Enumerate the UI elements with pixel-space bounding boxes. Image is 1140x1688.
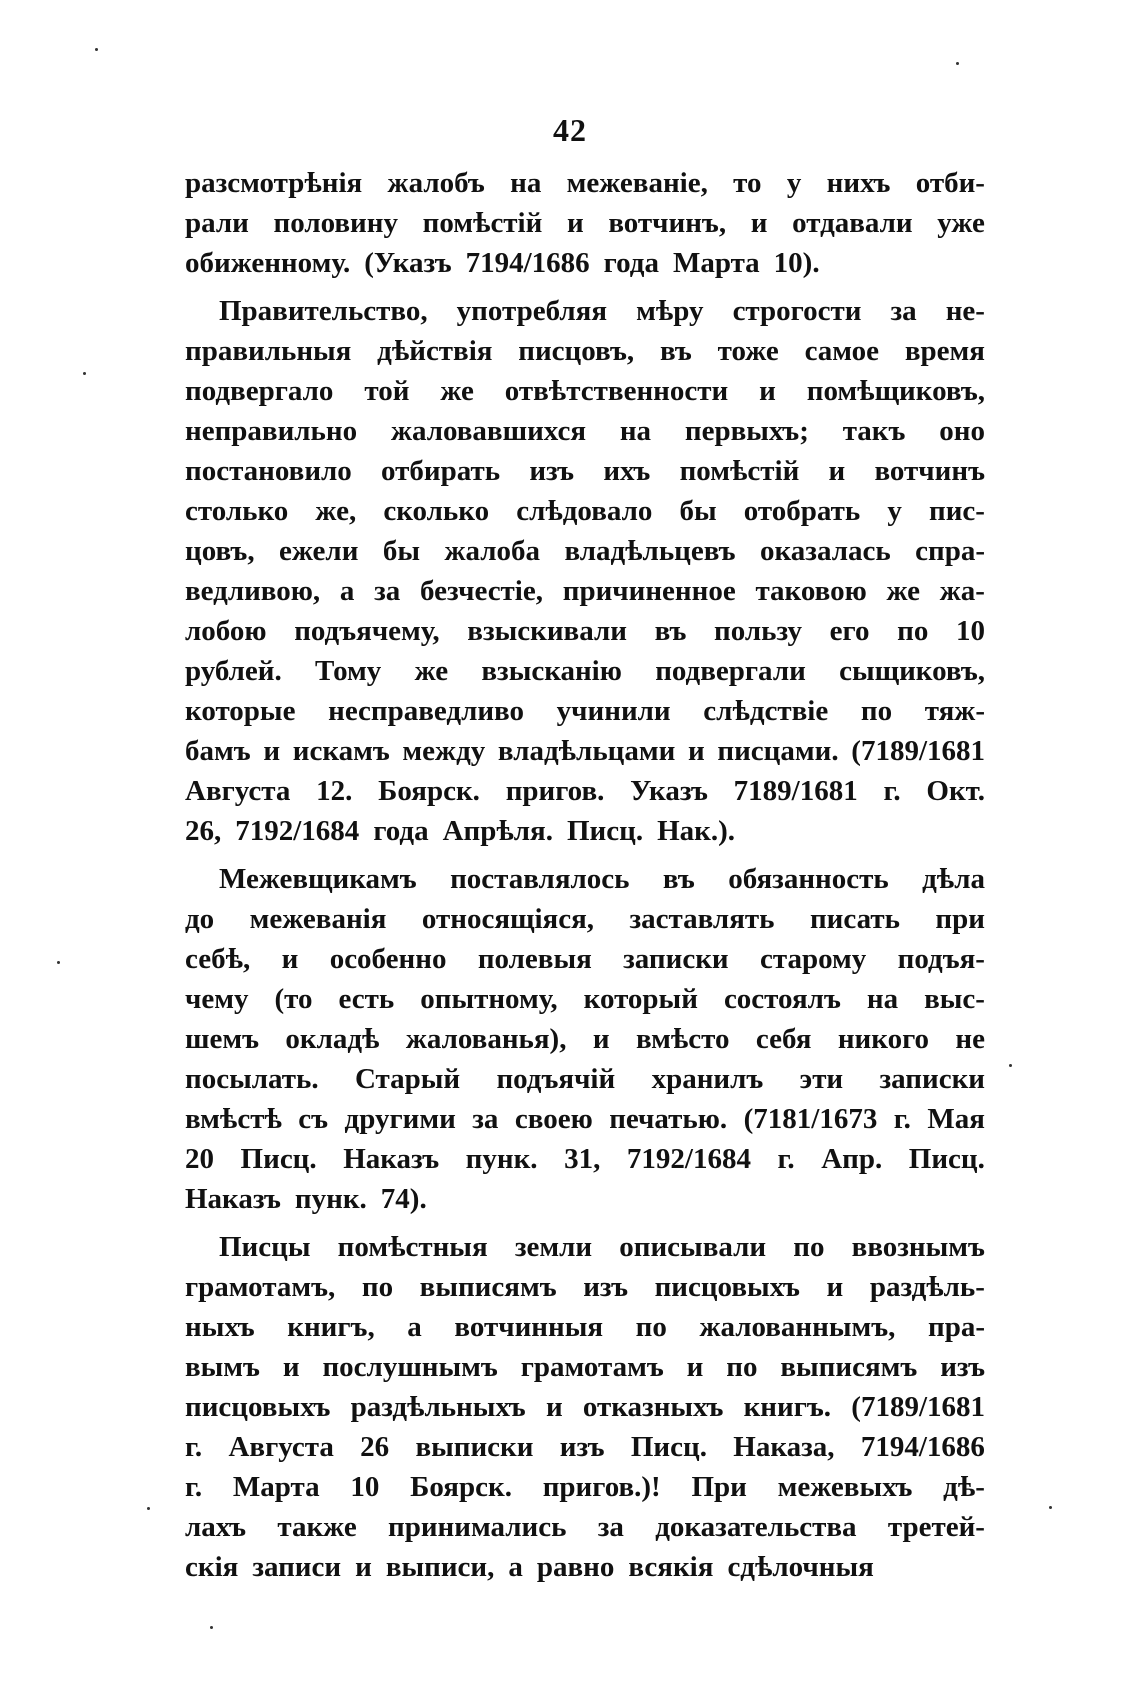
word: отказныхъ (582, 1391, 724, 1423)
text-line (185, 331, 985, 371)
word: жалобъ (387, 167, 485, 199)
word: мѣру (636, 295, 704, 327)
word: на (866, 983, 899, 1015)
word: нихъ (826, 167, 891, 199)
word: которые (185, 695, 296, 727)
word: и (566, 207, 584, 239)
text-line (185, 1347, 985, 1387)
word: 7192/1684 (626, 1143, 751, 1175)
word: оно (939, 415, 985, 447)
text-line (185, 1139, 985, 1179)
word: Межевщикамъ (219, 863, 417, 895)
word: выс- (924, 983, 985, 1015)
word: изъ (583, 1271, 628, 1303)
word: 10). (773, 247, 820, 279)
paragraph-gap (185, 1219, 985, 1227)
word: 26 (360, 1431, 390, 1463)
word: печатью. (609, 1103, 728, 1135)
word: вотчинъ, (608, 207, 727, 239)
word: пользу (714, 615, 803, 647)
word: Мая (927, 1103, 985, 1135)
word: сдѣлочныя (727, 1551, 874, 1583)
word: и (688, 735, 705, 767)
page-body-text (185, 163, 985, 1587)
word: 74). (380, 1183, 427, 1215)
word: помѣстій (422, 207, 543, 239)
word: отби- (915, 167, 985, 199)
word: Окт. (926, 775, 985, 807)
word: оказалась (760, 535, 891, 567)
text-line (185, 571, 985, 611)
word: бы (382, 535, 420, 567)
paragraph (185, 859, 985, 1219)
word: употребляя (456, 295, 608, 327)
word: съ (298, 1103, 329, 1135)
word: 12. (316, 775, 353, 807)
word: заставлять (629, 903, 775, 935)
word: владѣльцевъ (564, 535, 736, 567)
word: выписи, (385, 1551, 495, 1583)
text-line (185, 1307, 985, 1347)
word: состоялъ (723, 983, 841, 1015)
word: Наказа, (733, 1431, 835, 1463)
text-line (185, 371, 985, 411)
word: обиженному. (185, 247, 351, 279)
paper-speck (147, 1507, 150, 1510)
word: не (955, 1023, 985, 1055)
word: вымъ (185, 1351, 260, 1383)
word: такъ (842, 415, 906, 447)
paper-speck (956, 62, 959, 65)
word: его (829, 615, 870, 647)
text-line (185, 451, 985, 491)
word: до (185, 903, 215, 935)
word: слѣдовало (516, 495, 653, 527)
text-line (185, 859, 985, 899)
word: половину (273, 207, 398, 239)
word: Тому (315, 655, 382, 687)
word: взыскивали (467, 615, 627, 647)
word: то (733, 167, 762, 199)
word: же (886, 575, 921, 607)
paragraph (185, 163, 985, 283)
word: эти (799, 1063, 844, 1095)
paragraph-gap (185, 283, 985, 291)
word: 7189/1681 (733, 775, 858, 807)
word: а (508, 1551, 523, 1583)
word: описывали (619, 1231, 767, 1263)
word: таковою (755, 575, 867, 607)
word: подъячій (496, 1063, 616, 1095)
word: при (935, 903, 985, 935)
word: себѣ, (185, 943, 251, 975)
word: записки (879, 1063, 985, 1095)
paragraph (185, 1227, 985, 1587)
word: не- (945, 295, 985, 327)
word: Писцы (219, 1231, 311, 1263)
word: своею (514, 1103, 593, 1135)
word: себя (755, 1023, 812, 1055)
text-line (185, 979, 985, 1019)
word: на (619, 415, 652, 447)
word: 10 (955, 615, 985, 647)
word: (Указъ (364, 247, 452, 279)
text-line (185, 1059, 985, 1099)
word: выписямъ (419, 1271, 557, 1303)
word: поставлялось (450, 863, 630, 895)
word: относящіяся, (421, 903, 595, 935)
word: вмѣсто (635, 1023, 730, 1055)
word: разсмотрѣнія (185, 167, 363, 199)
word: по (635, 1311, 667, 1343)
word: у (887, 495, 902, 527)
word: и (750, 207, 768, 239)
word: правильныя (185, 335, 352, 367)
word: же, (315, 495, 357, 527)
word: за (472, 1103, 499, 1135)
word: Правительство, (219, 295, 428, 327)
word: несправедливо (328, 695, 525, 727)
word: изъ (559, 1431, 605, 1463)
text-line (185, 243, 985, 283)
word: ихъ (603, 455, 651, 487)
word: подвергало (185, 375, 334, 407)
word: и (826, 1271, 844, 1303)
word: окладѣ (285, 1023, 380, 1055)
text-line (185, 1427, 985, 1467)
word: искамъ (292, 735, 390, 767)
word: г. (185, 1471, 203, 1503)
word: всякія (628, 1551, 714, 1583)
word: слѣдствіе (703, 695, 829, 727)
word: тоже (717, 335, 779, 367)
word: книгъ. (743, 1391, 832, 1423)
word: у (786, 167, 802, 199)
word: въ (654, 615, 687, 647)
word: пунк. (294, 1183, 367, 1215)
text-line (185, 1099, 985, 1139)
word: Писц. (240, 1143, 317, 1175)
word: отвѣтственности (504, 375, 729, 407)
word: Писц. (567, 815, 644, 847)
word: тяж- (924, 695, 985, 727)
word: межеванія (249, 903, 387, 935)
word: бамъ (185, 735, 251, 767)
word: на (510, 167, 542, 199)
word: по (860, 695, 893, 727)
text-line (185, 1547, 985, 1587)
word: послушнымъ (322, 1351, 498, 1383)
word: владѣльцами (497, 735, 676, 767)
word: по (726, 1351, 758, 1383)
word: 7194/1686 (860, 1431, 985, 1463)
word: г. (777, 1143, 795, 1175)
word: Боярск. (378, 775, 480, 807)
word: писцовыхъ (185, 1391, 331, 1423)
text-line (185, 1507, 985, 1547)
text-line (185, 1267, 985, 1307)
word: неправильно (185, 415, 358, 447)
word: рали (185, 207, 249, 239)
text-line (185, 1227, 985, 1267)
word: уже (937, 207, 985, 239)
word: отдавали (792, 207, 913, 239)
word: года (603, 247, 659, 279)
word: ныхъ (185, 1311, 255, 1343)
word: самое (804, 335, 880, 367)
word: подвергали (655, 655, 806, 687)
word: сколько (383, 495, 490, 527)
word: записки (623, 943, 729, 975)
word: ввознымъ (851, 1231, 985, 1263)
word: по (897, 615, 929, 647)
word: же (414, 655, 449, 687)
text-line (185, 291, 985, 331)
word: учинили (556, 695, 671, 727)
word: полевыя (477, 943, 592, 975)
word: обязанность (728, 863, 889, 895)
word: жалоба (444, 535, 540, 567)
word: другими (344, 1103, 456, 1135)
word: а (407, 1311, 422, 1343)
word: дѣ- (943, 1471, 985, 1503)
text-line (185, 771, 985, 811)
paragraph-gap (185, 851, 985, 859)
word: цовъ, (185, 535, 255, 567)
word: и (545, 1391, 563, 1423)
word: посылать. (185, 1063, 319, 1095)
word: отбирать (381, 455, 501, 487)
text-line (185, 811, 985, 851)
word: и (592, 1023, 610, 1055)
word: писцовъ, (518, 335, 635, 367)
word: раздѣльныхъ (350, 1391, 526, 1423)
word: и (263, 735, 281, 767)
paper-speck (1049, 1506, 1052, 1509)
word: Указъ (630, 775, 708, 807)
word: писцами. (717, 735, 839, 767)
word: помѣстныя (337, 1231, 488, 1263)
word: третей- (887, 1511, 985, 1543)
word: Наказъ (343, 1143, 440, 1175)
word: (7181/1673 (743, 1103, 878, 1135)
word: за (597, 1511, 624, 1543)
word: подъячему, (294, 615, 440, 647)
word: книгъ, (287, 1311, 375, 1343)
word: (7189/1681 (851, 1391, 985, 1423)
word: по (793, 1231, 825, 1263)
word: взысканію (481, 655, 622, 687)
word: помѣстій (679, 455, 800, 487)
word: той (364, 375, 410, 407)
word: въ (662, 863, 695, 895)
word: помѣщиковъ, (806, 375, 985, 407)
word: 10 (350, 1471, 380, 1503)
word: жа- (939, 575, 985, 607)
word: равно (536, 1551, 615, 1583)
word: безчестіе, (420, 575, 543, 607)
word: за (890, 295, 917, 327)
word: и (281, 943, 299, 975)
word: писцовыхъ (654, 1271, 800, 1303)
word: г. (883, 775, 901, 807)
word: лахъ (185, 1511, 247, 1543)
word: пунк. (465, 1143, 538, 1175)
word: опытному, (420, 983, 558, 1015)
text-line (185, 939, 985, 979)
word: же (440, 375, 474, 407)
word: грамотамъ (520, 1351, 664, 1383)
word: особенно (329, 943, 447, 975)
word: изъ (940, 1351, 985, 1383)
word: вотчинныя (454, 1311, 604, 1343)
word: писать (809, 903, 900, 935)
word: шемъ (185, 1023, 260, 1055)
word: спра- (915, 535, 985, 567)
word: и (355, 1551, 372, 1583)
word: отобрать (743, 495, 861, 527)
word: сыщиковъ, (839, 655, 985, 687)
text-line (185, 731, 985, 771)
word: и (828, 455, 846, 487)
word: а (339, 575, 355, 607)
word: записи (252, 1551, 342, 1583)
word: и (759, 375, 776, 407)
word: есть (338, 983, 395, 1015)
text-line (185, 203, 985, 243)
word: Писц. (630, 1431, 707, 1463)
word: Наказъ (185, 1183, 281, 1215)
word: Августа (228, 1431, 334, 1463)
word: выписки (415, 1431, 534, 1463)
word: межеваніе, (566, 167, 708, 199)
text-line (185, 651, 985, 691)
text-line (185, 163, 985, 203)
word: пригов. (505, 775, 605, 807)
word: пра- (928, 1311, 985, 1343)
word: время (904, 335, 985, 367)
word: подъя- (897, 943, 985, 975)
word: 7192/1684 (235, 815, 360, 847)
word: жалованнымъ, (699, 1311, 896, 1343)
word: земли (514, 1231, 593, 1263)
word: причиненное (562, 575, 736, 607)
paper-speck (57, 961, 60, 964)
word: вотчинъ (874, 455, 985, 487)
word: также (277, 1511, 357, 1543)
word: который (583, 983, 698, 1015)
text-line (185, 691, 985, 731)
word: между (402, 735, 486, 767)
word: старому (760, 943, 867, 975)
text-line (185, 411, 985, 451)
word: доказательства (655, 1511, 857, 1543)
text-line (185, 1467, 985, 1507)
word: межевыхъ (777, 1471, 913, 1503)
word: дѣйствія (377, 335, 493, 367)
word: Апрѣля. (442, 815, 553, 847)
page-number: 42 (553, 112, 587, 148)
word: раздѣль- (869, 1271, 985, 1303)
word: вмѣстѣ (185, 1103, 282, 1135)
paragraph (185, 291, 985, 851)
word: г. (893, 1103, 911, 1135)
word: ежели (279, 535, 359, 567)
word: 31, (564, 1143, 601, 1175)
word: жалованья), (405, 1023, 567, 1055)
word: строгости (732, 295, 862, 327)
text-line (185, 611, 985, 651)
word: никого (837, 1023, 930, 1055)
word: въ (659, 335, 692, 367)
text-line (185, 899, 985, 939)
word: и (282, 1351, 300, 1383)
word: г. (185, 1431, 203, 1463)
word: рублей. (185, 655, 282, 687)
word: по (361, 1271, 394, 1303)
word: (то (274, 983, 313, 1015)
word: пис- (929, 495, 985, 527)
word: 7194/1686 (465, 247, 590, 279)
word: пригов.)! (542, 1471, 661, 1503)
text-line (185, 1019, 985, 1059)
word: Писц. (908, 1143, 985, 1175)
word: года (373, 815, 429, 847)
word: изъ (529, 455, 575, 487)
word: столько (185, 495, 289, 527)
paper-speck (83, 372, 86, 375)
word: лобою (185, 615, 267, 647)
word: Августа (185, 775, 291, 807)
word: Нак.). (657, 815, 736, 847)
word: постановило (185, 455, 352, 487)
paper-speck (1009, 1064, 1012, 1067)
word: 20 (185, 1143, 214, 1175)
word: Апр. (821, 1143, 883, 1175)
word: чему (185, 983, 249, 1015)
word: выписямъ (780, 1351, 918, 1383)
word: бы (679, 495, 717, 527)
word: скія (185, 1551, 239, 1583)
text-line (185, 1387, 985, 1427)
word: грамотамъ, (185, 1271, 336, 1303)
word: (7189/1681 (851, 735, 985, 767)
word: ведливою, (185, 575, 321, 607)
text-line (185, 491, 985, 531)
word: Боярск. (410, 1471, 512, 1503)
text-line (185, 531, 985, 571)
word: принимались (388, 1511, 567, 1543)
word: и (686, 1351, 704, 1383)
word: хранилъ (651, 1063, 764, 1095)
word: Марта (232, 1471, 320, 1503)
word: жаловавшихся (390, 415, 587, 447)
word: Старый (354, 1063, 461, 1095)
word: 26, (185, 815, 222, 847)
word: первыхъ; (684, 415, 809, 447)
text-line (185, 1179, 985, 1219)
word: Марта (672, 247, 760, 279)
word: дѣла (922, 863, 985, 895)
paper-speck (95, 48, 98, 51)
word: за (374, 575, 401, 607)
paper-speck (210, 1626, 213, 1629)
word: При (691, 1471, 747, 1503)
